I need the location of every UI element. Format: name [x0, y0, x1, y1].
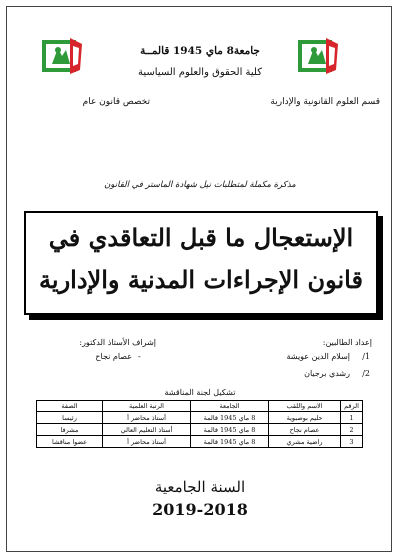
column-header: الصفة: [37, 401, 103, 412]
table-cell: أستاذ محاضر أ: [103, 436, 191, 448]
table-cell: عصام نجاح: [269, 424, 341, 436]
table-cell: 2: [341, 424, 363, 436]
supervisor-dash: -: [138, 352, 141, 361]
table-row: [37, 424, 363, 436]
memo-label: مذكرة مكملة لمتطلبات نيل شهادة الماستر في القانون: [104, 180, 296, 190]
faculty-name: كلية الحقوق والعلوم السياسية: [138, 67, 262, 78]
table-cell: حليم بوصبوية: [269, 412, 341, 424]
committee-heading: تشكيل لجنة المناقشة: [164, 388, 236, 397]
table-header-row: [37, 401, 363, 412]
table-cell: 3: [341, 436, 363, 448]
column-header: الجامعة: [191, 401, 269, 412]
department-name: قسم العلوم القانونية والإدارية: [270, 97, 380, 107]
column-header: الرقم: [341, 401, 363, 412]
table-row: [37, 436, 363, 448]
table-cell: مشرفا: [37, 424, 103, 436]
column-header: الرتبة العلمية: [103, 401, 191, 412]
thesis-title-line1: الإستعجال ما قبل التعاقدي في: [48, 223, 354, 252]
prepared-by-label: إعداد الطالبين:: [322, 338, 372, 347]
university-logo-right: [296, 34, 340, 78]
table-cell: أستاذ محاضر أ: [103, 412, 191, 424]
table-cell: رئيسا: [37, 412, 103, 424]
university-name: جامعة8 ماي 1945 قالمــة: [140, 45, 260, 57]
table-cell: 1: [341, 412, 363, 424]
university-emblem-icon: [40, 34, 84, 78]
supervisor-name: عصام نجاح: [95, 352, 132, 361]
table-cell: عضوا مناقشا: [37, 436, 103, 448]
student-number: 1/: [362, 352, 370, 361]
university-logo-left: [40, 34, 84, 78]
table-cell: راضية مشري: [269, 436, 341, 448]
academic-year-label: السنة الجامعية: [154, 478, 246, 496]
table-cell: 8 ماي 1945 قالمة: [191, 412, 269, 424]
table-cell: 8 ماي 1945 قالمة: [191, 424, 269, 436]
student-name: رشدي برجيان: [304, 369, 350, 378]
column-header: الاسم واللقب: [269, 401, 341, 412]
academic-year-value: 2019-2018: [152, 500, 248, 519]
table-cell: 8 ماي 1945 قالمة: [191, 436, 269, 448]
jury-table: [36, 400, 363, 448]
table-row: [37, 412, 363, 424]
thesis-title-line2: قانون الإجراءات المدنية والإدارية: [39, 265, 363, 294]
student-number: 2/: [362, 369, 370, 378]
thesis-title-box: [24, 211, 378, 315]
university-emblem-icon: [296, 34, 340, 78]
supervisor-label: إشراف الأستاذ الدكتور:: [79, 338, 156, 347]
specialization: تخصص قانون عام: [82, 97, 150, 107]
table-cell: أستاذ التعليم العالي: [103, 424, 191, 436]
student-name: إسلام الدين عويشة: [286, 352, 350, 361]
